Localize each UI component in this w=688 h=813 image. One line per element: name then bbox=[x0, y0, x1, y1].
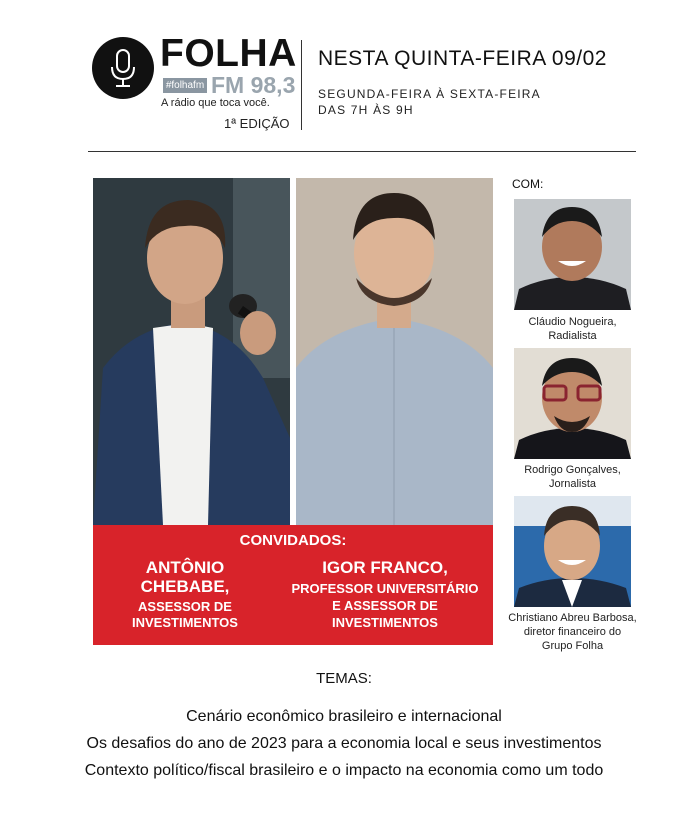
edition-label: 1ª EDIÇÃO bbox=[224, 116, 290, 131]
host3-caption bbox=[502, 611, 643, 653]
headline: NESTA QUINTA-FEIRA 09/02 bbox=[318, 47, 607, 70]
guest2-name: IGOR FRANCO, bbox=[322, 558, 448, 577]
logo-microphone-icon bbox=[92, 37, 154, 99]
host2-role: Jornalista bbox=[548, 478, 597, 490]
topic-item: Cenário econômico brasileiro e internacional bbox=[186, 708, 502, 725]
host1-role: Radialista bbox=[548, 330, 597, 342]
host3-photo bbox=[514, 496, 631, 607]
host2-photo bbox=[514, 348, 631, 459]
horizontal-divider bbox=[88, 151, 636, 152]
guest2-role-line1: PROFESSOR UNIVERSITÁRIO bbox=[291, 581, 479, 596]
topic-item: Contexto político/fiscal brasileiro e o impacto na economia como um todo bbox=[84, 762, 604, 779]
hosts-heading: COM: bbox=[512, 177, 544, 191]
header-divider bbox=[301, 40, 302, 130]
microphone-icon bbox=[92, 37, 154, 99]
slogan: A rádio que toca você. bbox=[161, 97, 270, 109]
topics-heading: TEMAS: bbox=[316, 670, 372, 687]
schedule bbox=[318, 86, 541, 118]
guest1-role-line1: ASSESSOR DE bbox=[138, 599, 232, 614]
guest1-role-line2: INVESTIMENTOS bbox=[132, 615, 238, 630]
host1-name: Cláudio Nogueira, bbox=[528, 316, 617, 328]
host1-photo bbox=[514, 199, 631, 310]
hashtag-badge: #folhafm bbox=[163, 78, 207, 93]
schedule-hours: DAS 7H ÀS 9H bbox=[318, 103, 414, 117]
topic-item: Os desafios do ano de 2023 para a economia local e seus investimentos bbox=[86, 735, 602, 752]
guest1-name-line2: CHEBABE, bbox=[140, 577, 230, 596]
guest1-name bbox=[111, 558, 259, 596]
guests-heading: CONVIDADOS: bbox=[239, 532, 347, 549]
host3-name: Christiano Abreu Barbosa, bbox=[508, 612, 637, 624]
guest2-role-line2: E ASSESSOR DE bbox=[332, 598, 438, 613]
host3-company: Grupo Folha bbox=[541, 640, 604, 652]
guests-banner bbox=[93, 525, 493, 645]
host3-role: diretor financeiro do bbox=[523, 626, 622, 638]
schedule-days: SEGUNDA-FEIRA À SEXTA-FEIRA bbox=[318, 87, 541, 101]
guest1-name-line1: ANTÔNIO bbox=[145, 558, 225, 577]
brand-title: FOLHA bbox=[160, 32, 297, 75]
guest1-role bbox=[111, 599, 259, 631]
host1-caption bbox=[502, 315, 643, 343]
host2-name: Rodrigo Gonçalves, bbox=[524, 464, 621, 476]
guest2-role bbox=[285, 580, 485, 631]
host2-caption bbox=[502, 463, 643, 491]
frequency-label: FM 98,3 bbox=[211, 72, 296, 98]
guest1-photo bbox=[93, 178, 290, 525]
guest2-role-line3: INVESTIMENTOS bbox=[332, 615, 438, 630]
guest2-photo bbox=[296, 178, 493, 525]
